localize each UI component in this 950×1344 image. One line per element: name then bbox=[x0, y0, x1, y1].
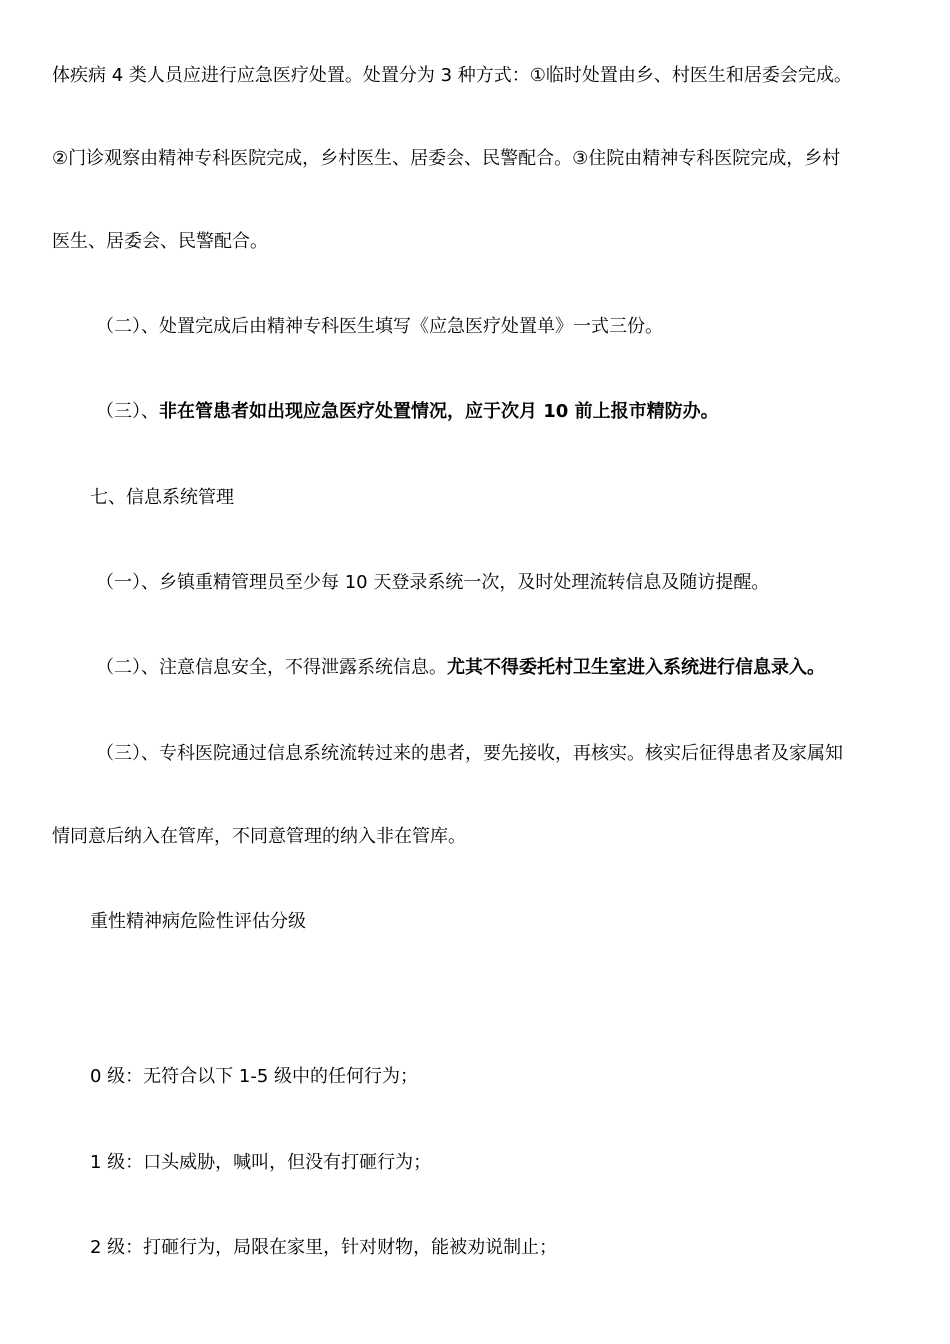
text-run: 2 级：打砸行为，局限在家里，针对财物，能被劝说制止； bbox=[90, 1237, 558, 1258]
text-run: （三）、 bbox=[96, 401, 159, 422]
section-heading bbox=[90, 486, 234, 510]
list-item-three bbox=[96, 400, 719, 424]
text-run: （二）、注意信息安全，不得泄露系统信息。 bbox=[96, 657, 447, 678]
list-item-one bbox=[96, 571, 769, 595]
text-run: 1 级：口头威胁，喊叫，但没有打砸行为； bbox=[90, 1152, 432, 1173]
paragraph-line bbox=[52, 64, 852, 88]
text-run: ②门诊观察由精神专科医院完成，乡村医生、居委会、民警配合。③住院由精神专科医院完成，乡村 bbox=[52, 148, 841, 169]
paragraph-line bbox=[52, 147, 840, 171]
list-item-two bbox=[96, 315, 663, 339]
text-run: （一）、乡镇重精管理员至少每 10 天登录系统一次，及时处理流转信息及随访提醒。 bbox=[96, 572, 770, 593]
risk-level-0 bbox=[90, 1065, 418, 1089]
text-run: （三）、专科医院通过信息系统流转过来的患者，要先接收，再核实。核实后征得患者及家属知 bbox=[96, 743, 843, 764]
risk-level-1 bbox=[90, 1151, 431, 1175]
list-item-three bbox=[96, 742, 843, 766]
risk-assessment-title bbox=[90, 910, 306, 934]
text-run: 0 级：无符合以下 1-5 级中的任何行为； bbox=[90, 1066, 419, 1087]
bold-text-run: 尤其不得委托村卫生室进入系统进行信息录入。 bbox=[447, 657, 825, 678]
bold-text-run: 非在管患者如出现应急医疗处置情况，应于次月 10 前上报市精防办。 bbox=[159, 401, 719, 422]
paragraph-line bbox=[52, 230, 268, 254]
paragraph-line bbox=[52, 825, 466, 849]
text-run: 重性精神病危险性评估分级 bbox=[90, 911, 306, 932]
text-run: 情同意后纳入在管库，不同意管理的纳入非在管库。 bbox=[52, 826, 466, 847]
list-item-two bbox=[96, 656, 825, 680]
text-run: 体疾病 4 类人员应进行应急医疗处置。处置分为 3 种方式：①临时处置由乡、村医生和居委会完成。 bbox=[52, 65, 852, 86]
text-run: 医生、居委会、民警配合。 bbox=[52, 231, 268, 252]
text-run: 七、信息系统管理 bbox=[90, 487, 234, 508]
risk-level-2 bbox=[90, 1236, 557, 1260]
text-run: （二）、处置完成后由精神专科医生填写《应急医疗处置单》一式三份。 bbox=[96, 316, 663, 337]
